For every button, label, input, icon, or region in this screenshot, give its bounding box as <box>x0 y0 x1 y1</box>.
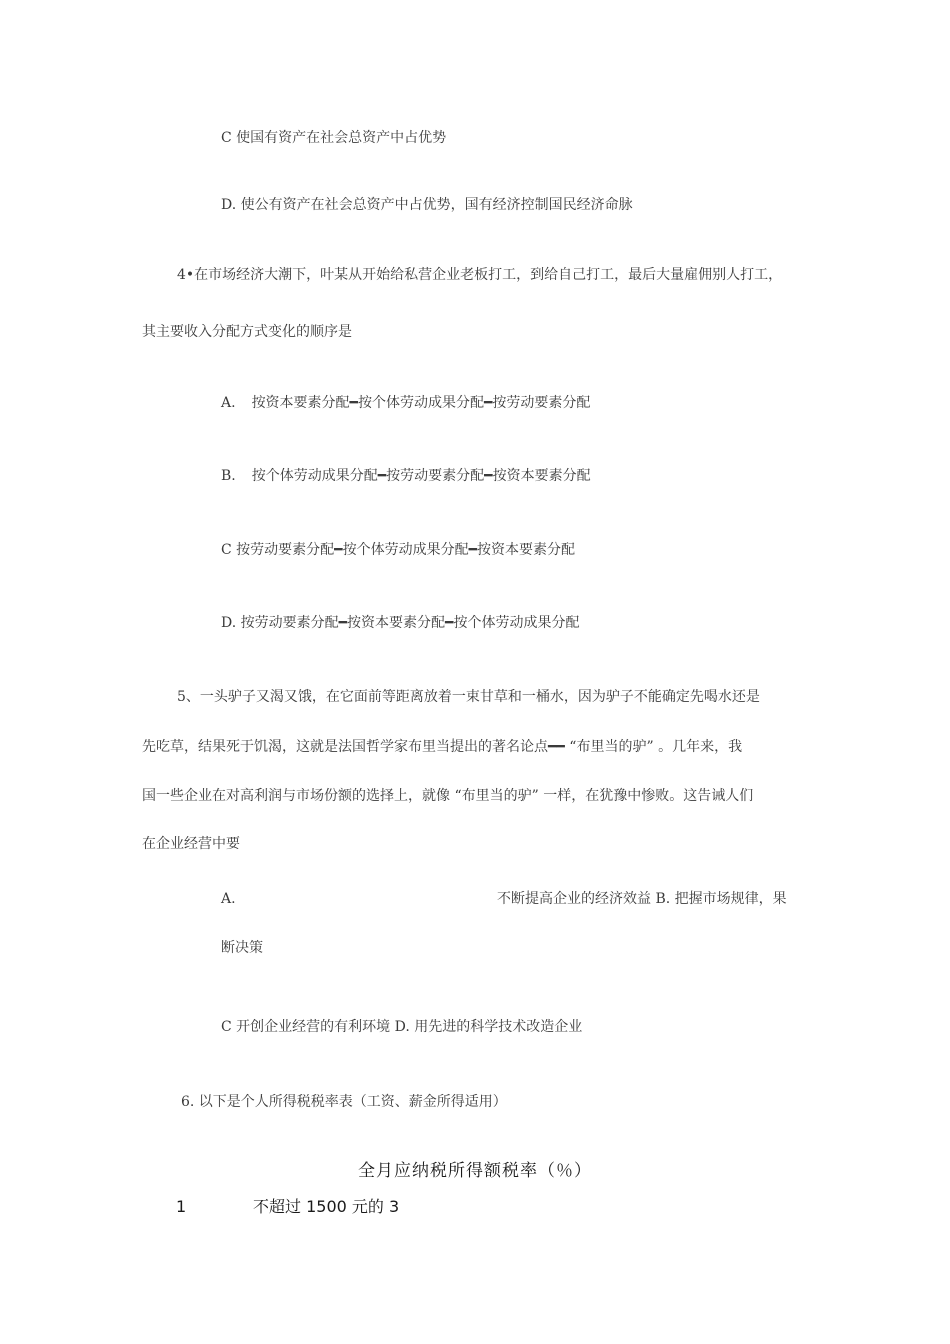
q4-option-a <box>221 393 590 413</box>
q5-option-a-label: A. <box>221 891 236 907</box>
q4-stem-line-2: 其主要收入分配方式变化的顺序是 <box>142 324 352 340</box>
q4-stem-line-1: 4•在市场经济大潮下，叶某从开始给私营企业老板打工，到给自己打工，最后大量雇佣别人打工， <box>177 267 783 283</box>
q5-option-ab-text: 不断提高企业的经济效益 B. 把握市场规律，果 <box>497 891 787 907</box>
q4-option-a-label: A. <box>221 395 236 411</box>
q4-option-c: C 按劳动要素分配━按个体劳动成果分配━按资本要素分配 <box>221 542 576 558</box>
tax-table-title: 全月应纳税所得额税率（％） <box>358 1161 592 1181</box>
q5-stem-line-1: 5、一头驴子又渴又饿，在它面前等距离放着一束甘草和一桶水，因为驴子不能确定先喝水还是 <box>177 689 760 705</box>
tax-table-row-1-index: 1 <box>176 1197 187 1216</box>
q4-option-b <box>221 466 591 486</box>
q5-stem-line-2: 先吃草，结果死于饥渴，这就是法国哲学家布里当提出的著名论点━━ “布里当的驴” 。几年来，我 <box>142 739 743 755</box>
q4-option-a-text: 按资本要素分配━按个体劳动成果分配━按劳动要素分配 <box>251 395 591 411</box>
q6-stem: 6. 以下是个人所得税税率表（工资、薪金所得适用） <box>181 1094 507 1110</box>
q4-option-d: D. 按劳动要素分配━按资本要素分配━按个体劳动成果分配 <box>221 615 580 631</box>
q4-option-b-text: 按个体劳动成果分配━按劳动要素分配━按资本要素分配 <box>251 468 591 484</box>
q4-option-b-label: B. <box>221 468 236 484</box>
q5-option-b-continued: 断决策 <box>221 940 263 956</box>
tax-table-row-1-text: 不超过 1500 元的 3 <box>253 1197 400 1216</box>
q5-stem-line-4: 在企业经营中要 <box>142 836 240 852</box>
q3-option-d: D. 使公有资产在社会总资产中占优势，国有经济控制国民经济命脉 <box>221 197 633 213</box>
q5-options-cd: C 开创企业经营的有利环境 D. 用先进的科学技术改造企业 <box>221 1019 583 1035</box>
q5-stem-line-3: 国一些企业在对高利润与市场份额的选择上，就像 “布里当的驴” 一样，在犹豫中惨败。这告诫人们 <box>142 788 754 804</box>
q3-option-c: C 使国有资产在社会总资产中占优势 <box>221 130 447 146</box>
